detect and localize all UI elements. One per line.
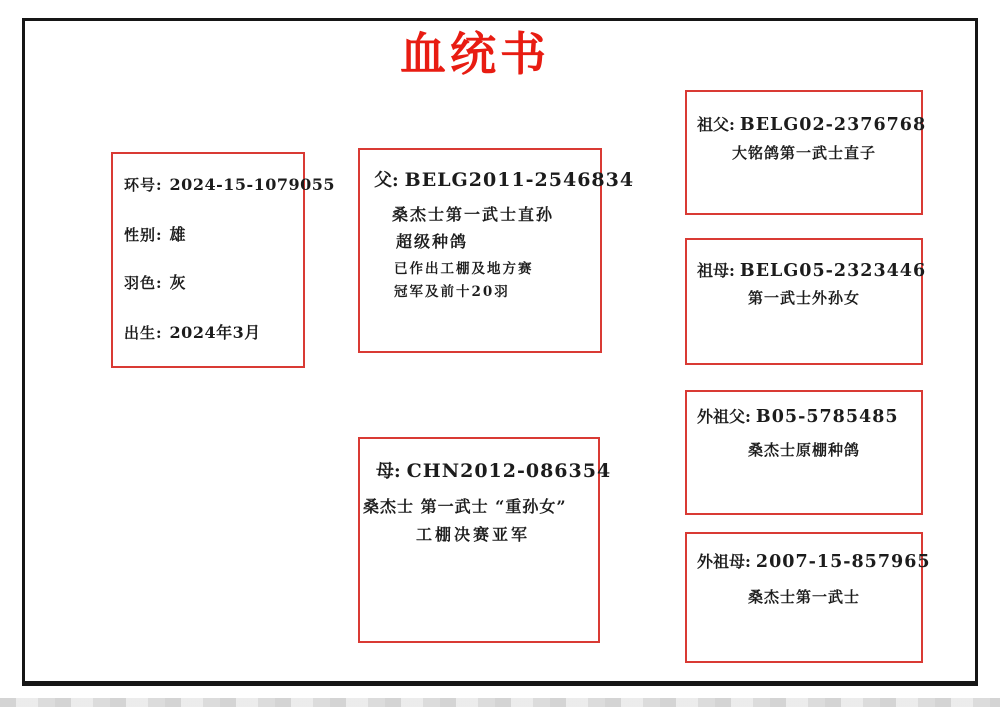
scan-artifact-strip — [0, 698, 1000, 707]
feather-color-row — [124, 270, 186, 293]
father-ring-number: BELG2011-2546834 — [404, 169, 635, 191]
mother-label: 母: — [376, 461, 401, 482]
paternal-grandfather-ring-line — [697, 112, 926, 135]
paternal-grandmother-box — [685, 238, 927, 365]
paternal-grandmother-label: 祖母: — [697, 261, 735, 280]
sex-value: 雄 — [169, 225, 187, 244]
father-box — [358, 148, 635, 353]
mother-achievement-line: 工棚决赛亚军 — [416, 525, 531, 544]
maternal-grandfather-box — [685, 390, 923, 515]
paternal-grandmother-lineage: 第一武士外孙女 — [747, 289, 860, 307]
maternal-grandmother-ring-line — [697, 549, 931, 572]
paternal-grandmother-ring-line — [697, 258, 926, 281]
father-lineage-line: 桑杰士第一武士直孙 — [392, 205, 555, 224]
maternal-grandfather-ring-number: B05-5785485 — [755, 407, 899, 427]
paternal-grandfather-box — [685, 90, 927, 215]
maternal-grandmother-ring-number: 2007-15-857965 — [755, 552, 931, 572]
paternal-grandmother-ring-number: BELG05-2323446 — [739, 261, 927, 281]
birth-date-label: 出生: — [124, 324, 163, 342]
mother-box — [358, 437, 612, 643]
birth-date-value: 2024年3月 — [169, 323, 261, 342]
mother-ring-line — [376, 457, 611, 483]
father-ring-line — [374, 166, 634, 192]
feather-color-value: 灰 — [169, 273, 187, 292]
paternal-grandfather-ring-number: BELG02-2376768 — [739, 115, 927, 135]
ring-number-value: 2024-15-1079055 — [169, 175, 336, 194]
maternal-grandfather-label: 外祖父: — [697, 407, 751, 426]
paternal-grandfather-label: 祖父: — [697, 115, 735, 134]
bird-info-box — [111, 152, 336, 368]
maternal-grandmother-lineage: 桑杰士第一武士 — [747, 588, 860, 606]
mother-ring-number: CHN2012-086354 — [406, 460, 612, 482]
sex-row — [124, 222, 186, 245]
father-achievement-line-1: 已作出工棚及地方赛 — [394, 261, 534, 277]
father-label: 父: — [374, 170, 399, 191]
maternal-grandmother-box — [685, 532, 931, 663]
maternal-grandmother-label: 外祖母: — [697, 552, 751, 571]
ring-number-label: 环号: — [124, 176, 163, 194]
maternal-grandfather-ring-line — [697, 404, 899, 427]
mother-lineage-line: 桑杰士 第一武士 “重孙女” — [363, 497, 567, 516]
father-achievement-line-2: 冠军及前十20羽 — [394, 284, 510, 300]
father-breeder-line: 超级种鸽 — [396, 232, 469, 251]
certificate-title: 血统书 — [400, 27, 550, 81]
sex-label: 性别: — [124, 226, 163, 244]
paternal-grandfather-lineage: 大铭鸽第一武士直子 — [731, 144, 876, 162]
maternal-grandfather-lineage: 桑杰士原棚种鸽 — [747, 441, 860, 459]
feather-color-label: 羽色: — [124, 274, 163, 292]
birth-date-row — [124, 320, 261, 343]
ring-number-row — [124, 174, 335, 195]
